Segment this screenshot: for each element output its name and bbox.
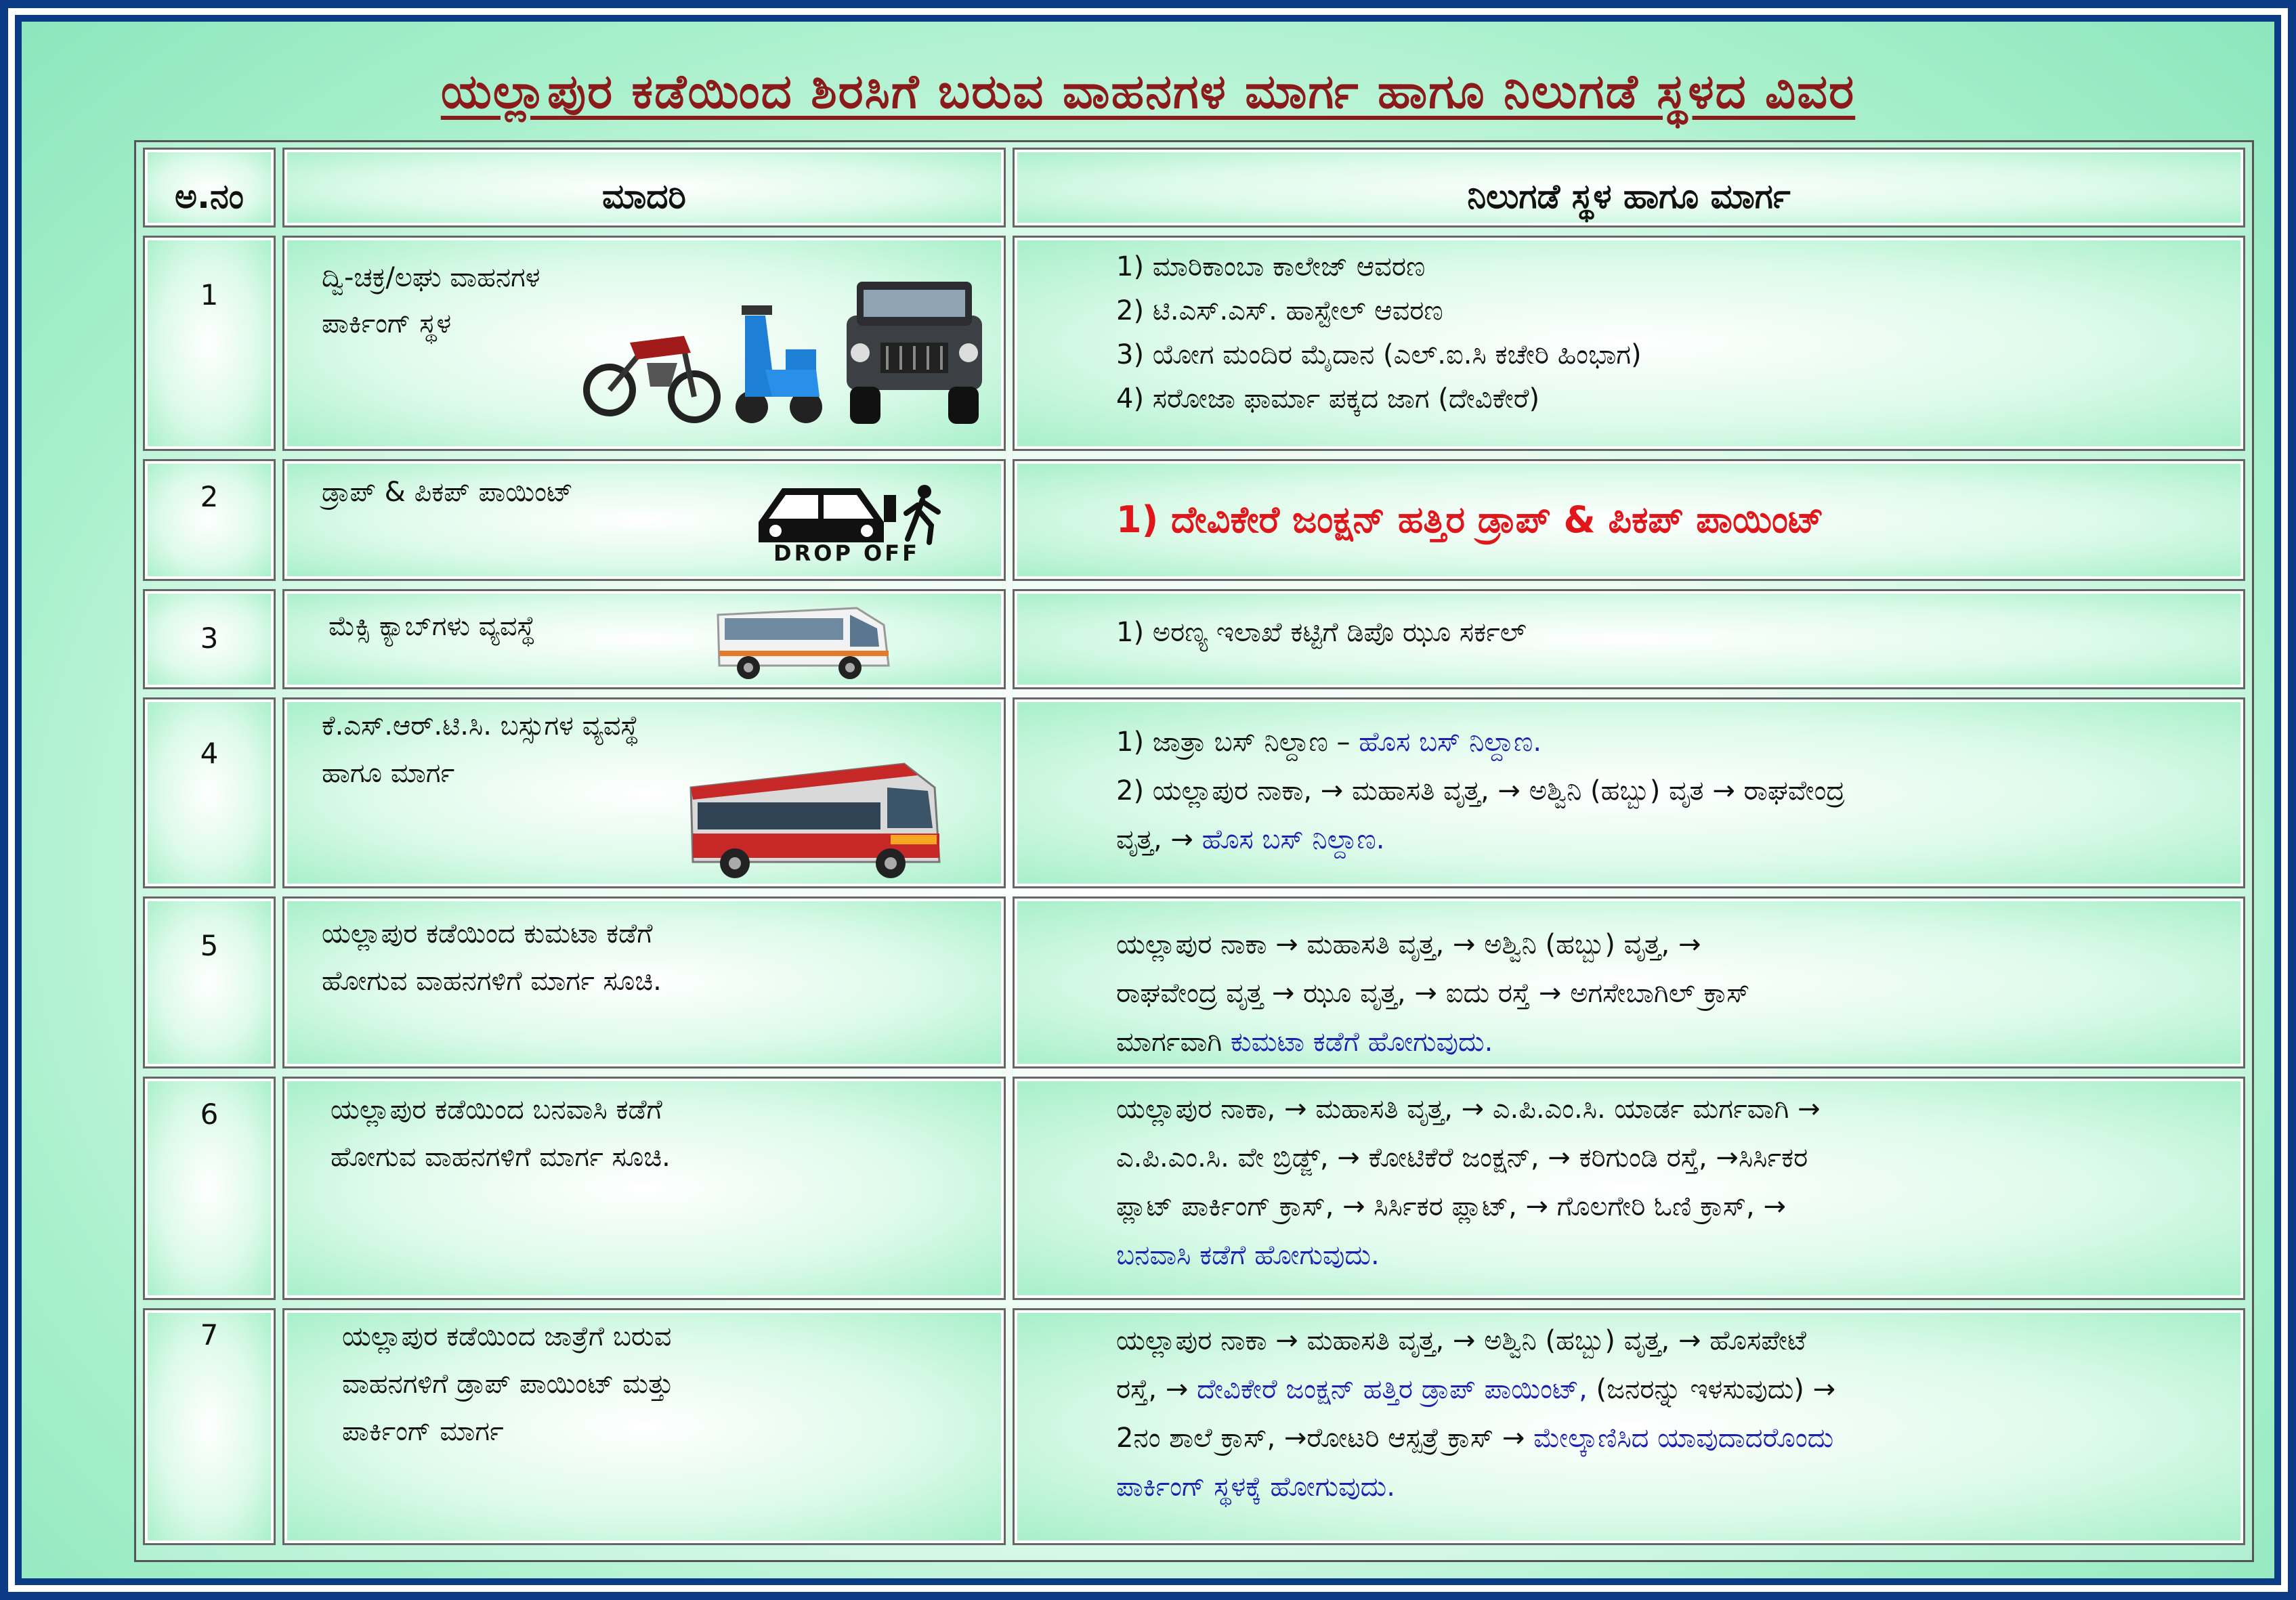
- type-cell: [282, 589, 1006, 689]
- table-row: [143, 589, 2245, 689]
- serial-cell: [143, 697, 276, 888]
- route-destination: ಬನವಾಸಿ ಕಡೆಗೆ ಹೋಗುವುದು.: [1116, 1240, 1380, 1271]
- route-cell: [1013, 236, 2245, 451]
- route-text: 2ನಂ ಶಾಲೆ ಕ್ರಾಸ್, →ರೋಟರಿ ಆಸ್ಪತ್ರೆ ಕ್ರಾಸ್ →: [1116, 1423, 1534, 1454]
- route-line: [1116, 1026, 1493, 1058]
- route-line: 4) ಸರೋಜಾ ಫಾರ್ಮಾ ಪಕ್ಕದ ಜಾಗ (ದೇವಿಕೇರೆ): [1116, 383, 1540, 414]
- route-cell: [1013, 697, 2245, 888]
- route-line: [1116, 727, 1542, 758]
- type-line: ಯಲ್ಲಾಪುರ ಕಡೆಯಿಂದ ಜಾತ್ರೆಗೆ ಬರುವ: [342, 1321, 672, 1352]
- route-line: ಯಲ್ಲಾಪುರ ನಾಕಾ → ಮಹಾಸತಿ ವೃತ್ತ, → ಅಶ್ವಿನಿ (ಹಬ್ಬು) ವೃತ್ತ, → ಹೊಸಪೇಟೆ: [1116, 1325, 1806, 1356]
- type-cell: [282, 1077, 1006, 1300]
- route-line: ಪ್ಲಾಟ್ ಪಾರ್ಕಿಂಗ್ ಕ್ರಾಸ್, → ಸಿರ್ಸಿಕರ ಪ್ಲಾಟ್, → ಗೊಲಗೇರಿ ಓಣಿ ಕ್ರಾಸ್, →: [1116, 1191, 1786, 1222]
- type-line: ಮೆಕ್ಸಿ ಕ್ಯಾಬ್‌ಗಳು ವ್ಯವಸ್ಥೆ: [328, 611, 536, 642]
- type-cell: [282, 1308, 1006, 1545]
- route-text: ವೃತ್ತ, →: [1116, 824, 1202, 855]
- serial-number: 6: [200, 1098, 219, 1131]
- route-line: 1) ಅರಣ್ಯ ಇಲಾಖೆ ಕಟ್ಟಿಗೆ ಡಿಪೊ ಝೂ ಸರ್ಕಲ್: [1116, 617, 1527, 648]
- serial-cell: [143, 1077, 276, 1300]
- route-line: 1) ಮಾರಿಕಾಂಬಾ ಕಾಲೇಜ್ ಆವರಣ: [1116, 251, 1426, 282]
- type-line: ಕೆ.ಎಸ್.ಆರ್.ಟಿ.ಸಿ. ಬಸ್ಸುಗಳ ವ್ಯವಸ್ಥೆ: [322, 710, 639, 741]
- serial-cell: [143, 1308, 276, 1545]
- serial-number: 1: [200, 278, 219, 311]
- route-table: [134, 140, 2254, 1562]
- drop-pickup-route: 1) ದೇವಿಕೇರೆ ಜಂಕ್ಷನ್ ಹತ್ತಿರ ಡ್ರಾಪ್ & ಪಿಕಪ್ ಪಾಯಿಂಟ್: [1116, 498, 1824, 541]
- type-cell: [282, 697, 1006, 888]
- route-destination: ಕುಮಟಾ ಕಡೆಗೆ ಹೋಗುವುದು.: [1230, 1026, 1493, 1058]
- route-line: 2) ಟಿ.ಎಸ್.ಎಸ್. ಹಾಸ್ಟೇಲ್ ಆವರಣ: [1116, 295, 1443, 326]
- route-destination: ಪಾರ್ಕಿಂಗ್ ಸ್ಥಳಕ್ಕೆ ಹೋಗುವುದು.: [1116, 1471, 1395, 1502]
- type-line: ವಾಹನಗಳಿಗೆ ಡ್ರಾಪ್ ಪಾಯಿಂಟ್ ಮತ್ತು: [342, 1368, 674, 1400]
- route-line: [1116, 1423, 1833, 1454]
- route-line: [1116, 824, 1384, 855]
- table-row: [143, 459, 2245, 581]
- route-line: 2) ಯಲ್ಲಾಪುರ ನಾಕಾ, → ಮಹಾಸತಿ ವೃತ್ತ, → ಅಶ್ವಿನಿ (ಹಬ್ಬು) ವೃತ → ರಾಘವೇಂದ್ರ: [1116, 775, 1845, 806]
- header-serial-cell: [143, 148, 276, 228]
- route-text: ಮಾರ್ಗವಾಗಿ: [1116, 1026, 1231, 1058]
- route-destination: ಹೊಸ ಬಸ್ ನಿಲ್ದಾಣ.: [1359, 727, 1542, 758]
- type-line: ಯಲ್ಲಾಪುರ ಕಡೆಯಿಂದ ಕುಮಟಾ ಕಡೆಗೆ: [322, 918, 653, 949]
- type-cell: [282, 236, 1006, 451]
- frame-spacer: [8, 8, 2288, 1592]
- serial-number: 4: [200, 737, 219, 770]
- route-line: ಯಲ್ಲಾಪುರ ನಾಕಾ, → ಮಹಾಸತಿ ವೃತ್ತ, → ಎ.ಪಿ.ಎಂ.ಸಿ. ಯಾರ್ಡ ಮರ್ಗವಾಗಿ →: [1116, 1094, 1821, 1125]
- type-line: ಡ್ರಾಪ್ & ಪಿಕಪ್ ಪಾಯಿಂಟ್: [322, 477, 574, 508]
- serial-number: 3: [200, 622, 219, 655]
- route-text: (ಜನರನ್ನು ಇಳಸುವುದು) →: [1587, 1374, 1836, 1405]
- type-cell: [282, 459, 1006, 581]
- header-row: [143, 148, 2245, 228]
- table-row: [143, 697, 2245, 888]
- poster: [15, 15, 2281, 1585]
- type-line: ಹೋಗುವ ವಾಹನಗಳಿಗೆ ಮಾರ್ಗ ಸೂಚಿ.: [331, 1142, 671, 1173]
- drop-off-label: DROP OFF: [773, 540, 920, 566]
- motorbike-scooter-jeep-icon: [582, 268, 989, 431]
- header-type: ಮಾದರಿ: [602, 177, 686, 216]
- route-line: ರಾಘವೇಂದ್ರ ವೃತ್ತ → ಝೂ ವೃತ್ತ, → ಐದು ರಸ್ತೆ → ಅಗಸೇಬಾಗಿಲ್ ಕ್ರಾಸ್: [1116, 978, 1750, 1009]
- serial-cell: [143, 236, 276, 451]
- route-destination: ದೇವಿಕೇರೆ ಜಂಕ್ಷನ್ ಹತ್ತಿರ ಡ್ರಾಪ್ ಪಾಯಿಂಟ್,: [1197, 1374, 1588, 1405]
- page-title: ಯಲ್ಲಾಪುರ ಕಡೆಯಿಂದ ಶಿರಸಿಗೆ ಬರುವ ವಾಹನಗಳ ಮಾರ್ಗ ಹಾಗೂ ನಿಲುಗಡೆ ಸ್ಥಳದ ವಿವರ: [440, 64, 1856, 119]
- mini-bus-icon: [711, 598, 894, 683]
- serial-cell: [143, 459, 276, 581]
- route-text: ರಸ್ತೆ, →: [1116, 1374, 1197, 1405]
- serial-number: 2: [200, 480, 219, 513]
- route-line: 3) ಯೋಗ ಮಂದಿರ ಮೈದಾನ (ಎಲ್.ಐ.ಸಿ ಕಚೇರಿ ಹಿಂಭಾಗ): [1116, 339, 1642, 370]
- route-line: ಯಲ್ಲಾಪುರ ನಾಕಾ → ಮಹಾಸತಿ ವೃತ್ತ, → ಅಶ್ವಿನಿ (ಹಬ್ಬು) ವೃತ್ತ, →: [1116, 929, 1701, 960]
- route-destination: ಮೇಲ್ಕಾಣಿಸಿದ ಯಾವುದಾದರೊಂದು: [1533, 1423, 1834, 1454]
- route-line: ಎ.ಪಿ.ಎಂ.ಸಿ. ವೇ ಬ್ರಿಡ್ಜ್, → ಕೋಟಿಕೆರೆ ಜಂಕ್ಷನ್, → ಕರಿಗುಂಡಿ ರಸ್ತೆ, →ಸಿರ್ಸಿಕರ: [1116, 1142, 1808, 1173]
- table-row: [143, 236, 2245, 451]
- type-line: ಪಾರ್ಕಿಂಗ್ ಮಾರ್ಗ: [342, 1416, 504, 1447]
- route-destination: ಹೊಸ ಬಸ್ ನಿಲ್ದಾಣ.: [1202, 824, 1385, 855]
- type-line: ಹಾಗೂ ಮಾರ್ಗ: [322, 758, 455, 789]
- route-cell: [1013, 1308, 2245, 1545]
- type-cell: [282, 896, 1006, 1068]
- type-line: ಪಾರ್ಕಿಂಗ್ ಸ್ಥಳ: [322, 308, 452, 339]
- serial-number: 7: [200, 1318, 219, 1352]
- header-route: ನಿಲುಗಡೆ ಸ್ಥಳ ಹಾಗೂ ಮಾರ್ಗ: [1467, 177, 1791, 216]
- route-text: 1) ಜಾತ್ರಾ ಬಸ್ ನಿಲ್ದಾಣ –: [1116, 727, 1359, 758]
- drop-off-car-icon: [745, 471, 948, 566]
- type-line: ಯಲ್ಲಾಪುರ ಕಡೆಯಿಂದ ಬನವಾಸಿ ಕಡೆಗೆ: [331, 1094, 662, 1125]
- type-line: ದ್ವಿ-ಚಕ್ರ/ಲಘು ವಾಹನಗಳ: [322, 262, 540, 293]
- route-cell: [1013, 589, 2245, 689]
- table-row: [143, 896, 2245, 1068]
- table-row: [143, 1308, 2245, 1545]
- header-route-cell: [1013, 148, 2245, 228]
- serial-cell: [143, 896, 276, 1068]
- route-cell: [1013, 1077, 2245, 1300]
- serial-number: 5: [200, 929, 219, 962]
- route-cell: [1013, 896, 2245, 1068]
- header-type-cell: [282, 148, 1006, 228]
- header-serial: ಅ.ನಂ: [175, 177, 244, 216]
- ksrtc-bus-icon: [687, 760, 945, 882]
- type-line: ಹೋಗುವ ವಾಹನಗಳಿಗೆ ಮಾರ್ಗ ಸೂಚಿ.: [322, 966, 662, 997]
- route-cell: [1013, 459, 2245, 581]
- route-line: [1116, 1374, 1835, 1405]
- table-row: [143, 1077, 2245, 1300]
- serial-cell: [143, 589, 276, 689]
